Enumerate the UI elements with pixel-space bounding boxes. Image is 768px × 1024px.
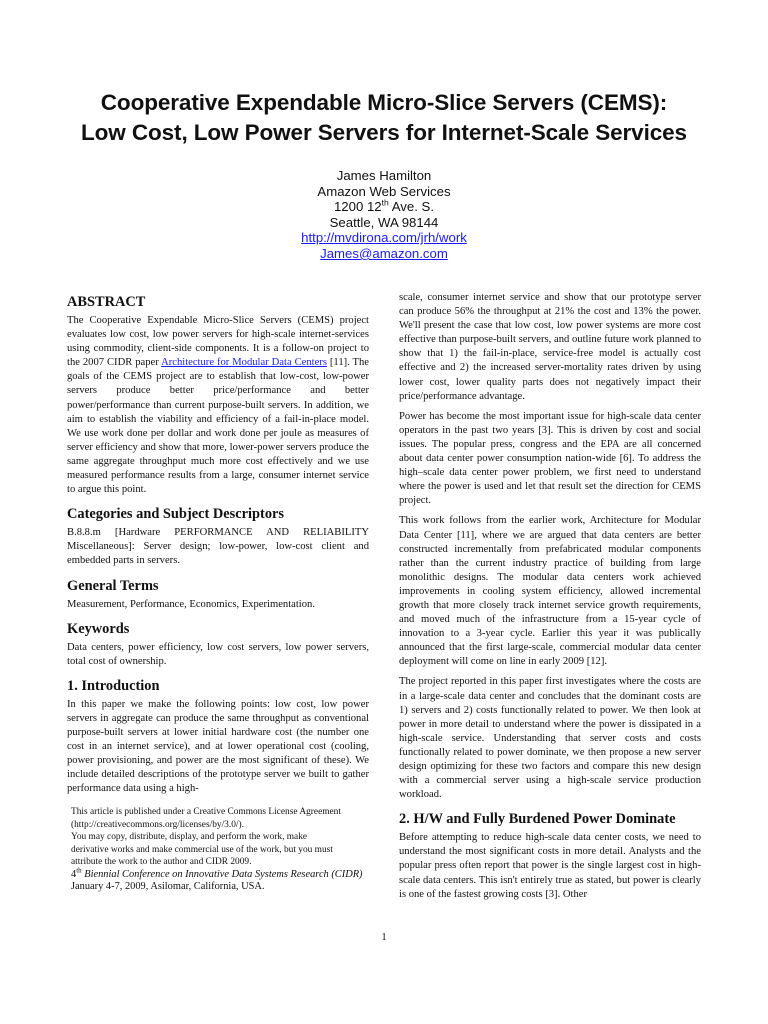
author-city: Seattle, WA 98144 (329, 214, 439, 230)
right-paragraph-3: This work follows from the earlier work, Architecture for Modular Data Center [11], where we are argued that data centers are better constructed incrementally from prefabricated modular components rather than the current industry practice of building from large monolithic designs. The modular data centers work achieved improvements in cooling system efficiency, allowed incremental growth that more closely track internet service growth requirements, and moved much of the infrastructure from a 15-year cycle of innovation to a 3-year cycle. Earlier this year it was publically announced that the first large-scale, commercial modular data center deployment will come on line in early 2009 [12]. (399, 515, 701, 668)
conf-name: Biennial Conference on Innovative Data Systems Research (CIDR) (81, 868, 363, 880)
conf-sup: th (76, 866, 82, 875)
right-column (399, 291, 701, 908)
footnote-conference (71, 866, 371, 882)
categories-text: B.8.8.m [Hardware PERFORMANCE AND RELIABILITY Miscellaneous]: Server design; low-power, low-cost client and embedded parts in servers. (67, 527, 369, 567)
cidr-paper-link[interactable]: Architecture for Modular Data Centers (161, 357, 327, 369)
abstract-heading: ABSTRACT (67, 294, 146, 310)
right-paragraph-1: scale, consumer internet service and show that our prototype server can produce 56% the throughput at 21% the cost and 13% the power. We'll present the case that low cost, low power systems are more cost effective than purpose-built servers, and outline future work planned to show that 1) the fail-in-place, service-free model is actually cost effective and 2) the increased server-mortality rates driven by using lower cost, lower quality parts does not negatively impact their price/performance advantage. (399, 292, 701, 402)
copyright-footnote (71, 806, 371, 894)
abstract-text (67, 314, 369, 497)
footnote-line-3: You may copy, distribute, display, and perform the work, make (71, 832, 308, 842)
author-name: James Hamilton (336, 168, 432, 183)
right-paragraph-5: Before attempting to reduce high-scale data center costs, we need to understand the most significant costs in more detail. Analysts and the popular press often report that power is the single largest cost in high-scale data centers. This isn't entirely true as stated, but power is clearly is one of the fastest growing costs [3]. Other (399, 832, 701, 900)
footnote-line-2: (http://creativecommons.org/licenses/by/3.0/). (71, 819, 244, 830)
right-paragraph-4: The project reported in this paper first investigates where the costs are in a large-scale data center and concludes that the dominant costs are 1) servers and 2) costs functionally related to power. We then look at power in more detail to understand where the power is dissipated in a high-scale service. Understanding that server costs and costs functionally related to power dominate, we then propose a new server design optimizing for these two factors and compare this new design with a commercial server using a high-scale service production workload. (399, 676, 701, 801)
keywords-heading: Keywords (67, 620, 130, 637)
footnote-line-4: derivative works and make commercial use of the work, but you must (71, 844, 333, 855)
footnote-line-5: attribute the work to the author and CIDR 2009. (71, 857, 252, 867)
address-street: Ave. S. (388, 199, 435, 215)
general-terms-text: Measurement, Performance, Economics, Experimentation. (67, 598, 315, 610)
address-number: 1200 12 (333, 199, 382, 215)
keywords-text: Data centers, power efficiency, low cost servers, low power servers, total cost of ownership. (67, 641, 369, 667)
general-terms-heading: General Terms (67, 577, 159, 594)
author-address (134, 199, 634, 215)
footnote-date: January 4-7, 2009, Asilomar, California, USA. (71, 881, 265, 892)
right-paragraph-2: Power has become the most important issue for high-scale data center operators in the past two years [3]. This is driven by cost and social issues. The popular press, congress and the EPA are all concerned about data center power consumption nation-wide [6]. To address the high–scale data center power problem, we first need to understand where the power is used and let that result set the direction for CEMS project. (399, 410, 701, 507)
author-email-link[interactable]: James@amazon.com (320, 245, 448, 261)
left-column (67, 293, 369, 802)
intro-heading: 1. Introduction (67, 677, 160, 694)
page-number: 1 (381, 932, 387, 943)
paper-title (30, 88, 738, 148)
address-sup: th (381, 197, 389, 208)
conf-number: 4 (71, 868, 77, 880)
author-url-link[interactable]: http://mvdirona.com/jrh/work (301, 230, 467, 246)
author-org: Amazon Web Services (317, 183, 451, 199)
title-line-2: Low Cost, Low Power Servers for Internet-Scale Services (81, 120, 687, 145)
section-2-heading: 2. H/W and Fully Burdened Power Dominate (399, 811, 676, 828)
author-block (134, 168, 634, 262)
abstract-text-post: [11]. The goals of the CEMS project are to establish that low-cost, low-power servers produce better price/performance and better power/performance than current purpose-built servers. In addition, we aim to establish the viability and efficiency of a fail-in-place model. We use work done per dollar and work done per joule as measures of server efficiency and show that more, lower-power servers produce the same aggregate throughput much more cost effectively and we use measured performance results from a large, consumer internet service to argue this point. (67, 357, 369, 496)
footnote-line-1: This article is published under a Creative Commons License Agreement (71, 807, 341, 817)
title-line-1: Cooperative Expendable Micro-Slice Servers (CEMS): (100, 90, 668, 115)
categories-heading: Categories and Subject Descriptors (67, 506, 285, 523)
intro-text: In this paper we make the following points: low cost, low power servers in aggregate can produce the same throughput as conventional purpose-built servers at lower initial hardware cost (the number one cost in an internet service), and at lower operational cost (cooling, power provisioning, and power are the most significant of these). We include detailed descriptions of the prototype server we built to gather performance data using a high- (67, 698, 369, 795)
abstract-text-pre: The Cooperative Expendable Micro-Slice Servers (CEMS) project evaluates low cost, low power servers for high-scale internet-services using commodity, client-side components. It is a follow-on project to the 2007 CIDR paper (67, 315, 369, 369)
